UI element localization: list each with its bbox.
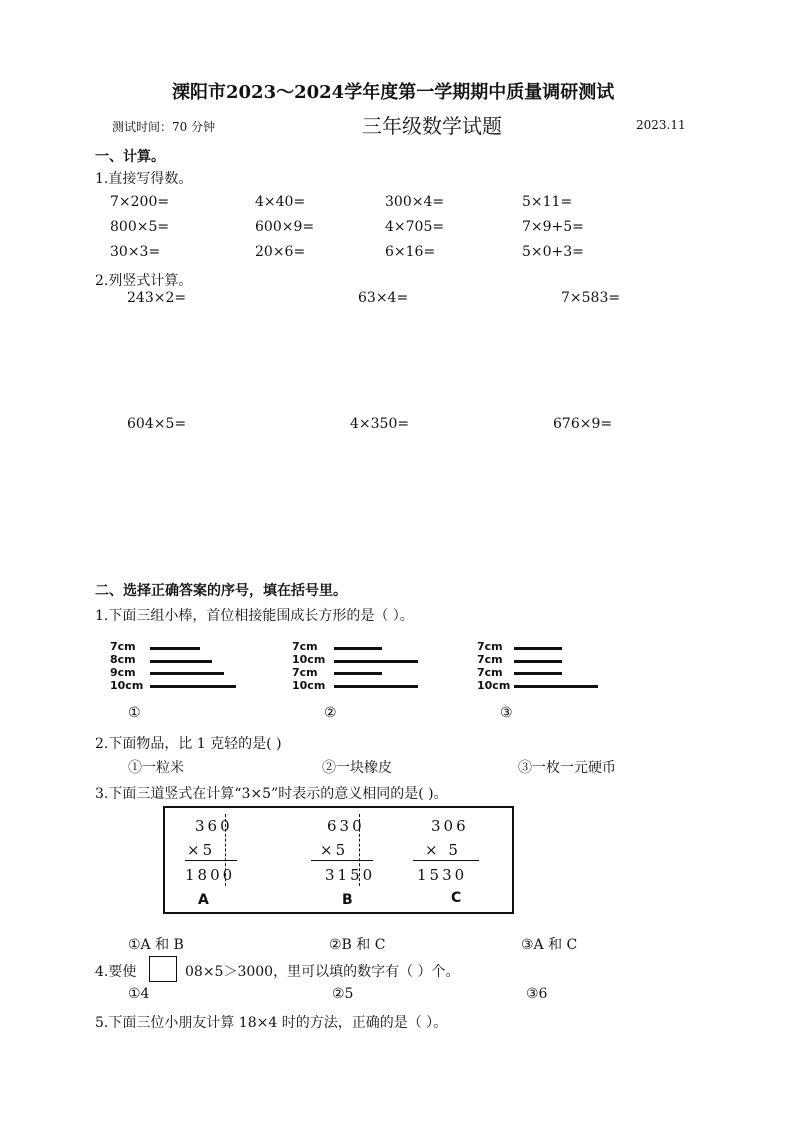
stick-label: 7cm — [110, 640, 136, 653]
option: ③一枚一元硬币 — [518, 760, 616, 776]
stick-label: 7cm — [292, 666, 318, 679]
exam-duration: 测试时间：70 分钟 — [112, 120, 216, 134]
option: ③6 — [526, 986, 548, 1002]
stick — [150, 660, 212, 663]
option: ②5 — [332, 986, 354, 1002]
question-1-1-label: 1.直接写得数。 — [95, 171, 193, 187]
stick — [514, 685, 598, 688]
vertical-result: 1530 — [417, 866, 468, 884]
exam-subtitle: 三年级数学试题 — [362, 114, 502, 138]
stick-label: 7cm — [477, 640, 503, 653]
vertical-calc-item: 4×350= — [350, 416, 410, 432]
exam-date: 2023.11 — [636, 118, 686, 132]
vertical-calc-item: 676×9= — [553, 416, 613, 432]
calc-item: 600×9= — [255, 219, 315, 235]
vertical-top: 630 — [327, 817, 365, 835]
question-1-2-label: 2.列竖式计算。 — [95, 273, 193, 289]
dashed-divider — [225, 814, 226, 886]
stick — [334, 660, 418, 663]
calc-item: 6×16= — [385, 244, 436, 260]
calc-item: 800×5= — [110, 219, 170, 235]
section-1-heading: 一、计算。 — [95, 149, 165, 165]
option: ②一块橡皮 — [322, 760, 392, 776]
vertical-rule — [185, 860, 237, 861]
option: ①A 和 B — [128, 937, 184, 953]
vertical-rule — [413, 860, 479, 861]
option: ③A 和 C — [521, 937, 578, 953]
calc-item: 300×4= — [385, 194, 445, 210]
vertical-calc-item: 7×583= — [561, 290, 621, 306]
vertical-multiplier: ×5 — [320, 841, 349, 859]
stick-label: 8cm — [110, 653, 136, 666]
dashed-divider — [359, 814, 360, 886]
stick-label: 10cm — [477, 679, 511, 692]
stick — [150, 647, 200, 650]
calc-item: 7×9+5= — [522, 219, 584, 235]
stick-label: 7cm — [477, 653, 503, 666]
option-mark: ① — [128, 705, 141, 721]
calc-item: 4×40= — [255, 194, 306, 210]
stick — [334, 672, 382, 675]
vertical-calc-item: 243×2= — [127, 290, 187, 306]
digit-blank-box[interactable] — [149, 956, 177, 982]
vertical-multiplier: ×5 — [187, 841, 216, 859]
vertical-label: A — [198, 892, 209, 908]
stick-label: 9cm — [110, 666, 136, 679]
calc-item: 7×200= — [110, 194, 170, 210]
stick — [514, 660, 562, 663]
stick-label: 10cm — [292, 679, 326, 692]
option: ②B 和 C — [329, 937, 386, 953]
stick — [334, 647, 382, 650]
calc-item: 30×3= — [110, 244, 161, 260]
calc-item: 4×705= — [385, 219, 445, 235]
vertical-calc-item: 604×5= — [127, 416, 187, 432]
question-2-4-suffix: 08×5＞3000，里可以填的数字有（ ）个。 — [185, 964, 460, 980]
vertical-multiplier: × 5 — [425, 841, 461, 859]
stick — [514, 647, 562, 650]
vertical-result: 3150 — [325, 866, 376, 884]
vertical-top: 360 — [195, 817, 233, 835]
stick-label: 7cm — [477, 666, 503, 679]
vertical-calculations-figure — [163, 806, 514, 914]
calc-item: 20×6= — [255, 244, 306, 260]
vertical-label: B — [342, 892, 353, 908]
vertical-rule — [311, 860, 373, 861]
question-2-5-text: 5.下面三位小朋友计算 18×4 时的方法，正确的是（ ）。 — [95, 1015, 448, 1031]
vertical-top: 306 — [431, 817, 469, 835]
vertical-label: C — [451, 890, 462, 906]
option-mark: ③ — [500, 705, 513, 721]
calc-item: 5×0+3= — [522, 244, 584, 260]
option: ①4 — [128, 986, 150, 1002]
stick — [514, 672, 562, 675]
question-2-1-text: 1.下面三组小棒，首位相接能围成长方形的是（ ）。 — [95, 608, 414, 624]
option: ①一粒米 — [128, 760, 184, 776]
vertical-result: 1800 — [185, 866, 236, 884]
exam-title: 溧阳市2023～2024学年度第一学期期中质量调研测试 — [172, 82, 615, 103]
calc-item: 5×11= — [522, 194, 573, 210]
stick — [150, 672, 224, 675]
question-2-3-text: 3.下面三道竖式在计算“3×5”时表示的意义相同的是( )。 — [95, 786, 448, 802]
section-2-heading: 二、选择正确答案的序号，填在括号里。 — [95, 583, 347, 599]
stick — [150, 685, 236, 688]
question-2-2-text: 2.下面物品，比 1 克轻的是( ) — [95, 736, 282, 752]
stick-label: 10cm — [292, 653, 326, 666]
vertical-calc-item: 63×4= — [358, 290, 409, 306]
stick-label: 10cm — [110, 679, 144, 692]
question-2-4-prefix: 4.要使 — [95, 964, 137, 980]
option-mark: ② — [324, 705, 337, 721]
stick-label: 7cm — [292, 640, 318, 653]
stick — [334, 685, 418, 688]
